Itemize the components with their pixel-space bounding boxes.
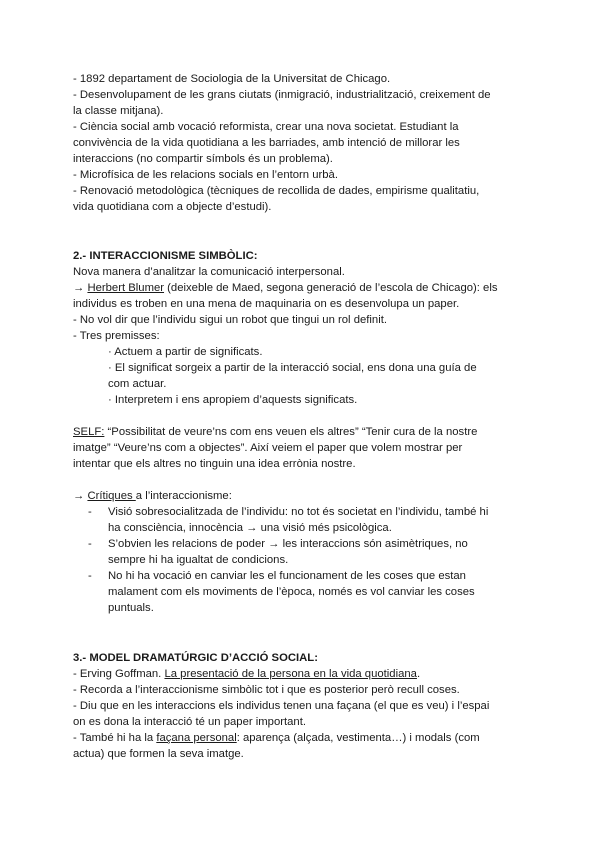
premise-3: · Interpretem i ens apropiem d’aquests significats. — [108, 394, 358, 406]
critique-1a: Visió sobresocialitzada de l’individu: no tot és societat en l’individu, també hi — [108, 506, 489, 518]
facade-pre: - També hi ha la — [73, 732, 157, 744]
intro-line-9: vida quotidiana com a objecte d’estudi). — [73, 201, 272, 213]
intro-line-7: - Microfísica de les relacions socials en l’entorn urbà. — [73, 169, 338, 181]
goffman-post: . — [416, 668, 421, 680]
section-3-line-4: on es dona la interacció té un paper important. — [73, 716, 306, 728]
intro-line-3: la classe mitjana). — [73, 105, 164, 117]
bullet-dash: - — [88, 570, 92, 582]
premise-2b: com actuar. — [108, 378, 167, 390]
goffman-book-title: La presentació de la persona en la vida quotidiana — [164, 668, 417, 680]
intro-line-4: - Ciència social amb vocació reformista, crear una nova societat. Estudiant la — [73, 121, 459, 133]
arrow-icon: → — [73, 282, 85, 294]
critiques-line — [73, 488, 232, 504]
blumer-rest: (deixeble de Maed, segona generació de l’escola de Chicago): els — [164, 282, 498, 294]
section-3-line-5 — [73, 730, 480, 746]
critiques-word: Crítiques — [87, 490, 136, 502]
section-3-line-2: - Recorda a l’interaccionisme simbòlic tot i que es posterior però recull coses. — [73, 684, 460, 696]
self-line-1 — [73, 424, 477, 440]
critique-1b: ha consciència, innocència → una visió més psicològica. — [108, 522, 392, 534]
section-3-line-1 — [73, 666, 420, 682]
critique-2b: sempre hi ha igualtat de condicions. — [108, 554, 289, 566]
section-3-line-3: - Diu que en les interaccions els individus tenen una façana (el que es veu) i l’espai — [73, 700, 490, 712]
intro-line-6: interaccions (no compartir símbols és un problema). — [73, 153, 333, 165]
section-2-line-3: individus es troben en una mena de maquinaria on es desenvolupa un paper. — [73, 298, 460, 310]
critique-3c: puntuals. — [108, 602, 154, 614]
self-label: SELF: — [73, 426, 105, 438]
self-line-2: imatge” “Veure’ns com a objectes”. Així veiem el paper que volem mostrar per — [73, 442, 463, 454]
section-2-line-1: Nova manera d’analitzar la comunicació interpersonal. — [73, 266, 345, 278]
goffman-pre: - Erving Goffman. — [73, 668, 165, 680]
section-2-line-5: - Tres premisses: — [73, 330, 160, 342]
critique-3b: malament com els moviments de l’època, només es vol canviar les coses — [108, 586, 475, 598]
section-3-heading: 3.- MODEL DRAMATÚRGIC D’ACCIÓ SOCIAL: — [73, 652, 318, 664]
bullet-dash: - — [88, 538, 92, 550]
intro-line-8: - Renovació metodològica (tècniques de recollida de dades, empirisme qualitatiu, — [73, 185, 480, 197]
premise-1: · Actuem a partir de significats. — [108, 346, 263, 358]
self-rest: “Possibilitat de veure’ns com ens veuen els altres” “Tenir cura de la nostre — [104, 426, 478, 438]
premise-2a: · El significat sorgeix a partir de la interacció social, ens dona una guía de — [108, 362, 477, 374]
section-2-line-4: - No vol dir que l’individu sigui un robot que tingui un rol definit. — [73, 314, 387, 326]
bullet-dash: - — [88, 506, 92, 518]
intro-line-2: - Desenvolupament de les grans ciutats (inmigració, industrialització, creixement de — [73, 89, 491, 101]
critique-3a: No hi ha vocació en canviar les el funcionament de les coses que estan — [108, 570, 466, 582]
blumer-line — [73, 280, 498, 296]
blumer-name: Herbert Blumer — [87, 282, 165, 294]
self-line-3: intentar que els altres no tinguin una idea errònia nostre. — [73, 458, 356, 470]
critique-2a: S’obvien les relacions de poder → les interaccions són asimètriques, no — [108, 538, 468, 550]
section-2-heading: 2.- INTERACCIONISME SIMBÒLIC: — [73, 250, 258, 262]
facade-post: : aparença (alçada, vestimenta…) i modals (com — [236, 732, 480, 744]
facade-term: façana personal — [156, 732, 237, 744]
arrow-icon: → — [73, 490, 85, 502]
intro-line-1: - 1892 departament de Sociologia de la Universitat de Chicago. — [73, 73, 391, 85]
intro-line-5: convivència de la vida quotidiana a les barriades, amb intenció de millorar les — [73, 137, 460, 149]
section-3-line-6: actua) que formen la seva imatge. — [73, 748, 244, 760]
critiques-rest: a l’interaccionisme: — [135, 490, 232, 502]
